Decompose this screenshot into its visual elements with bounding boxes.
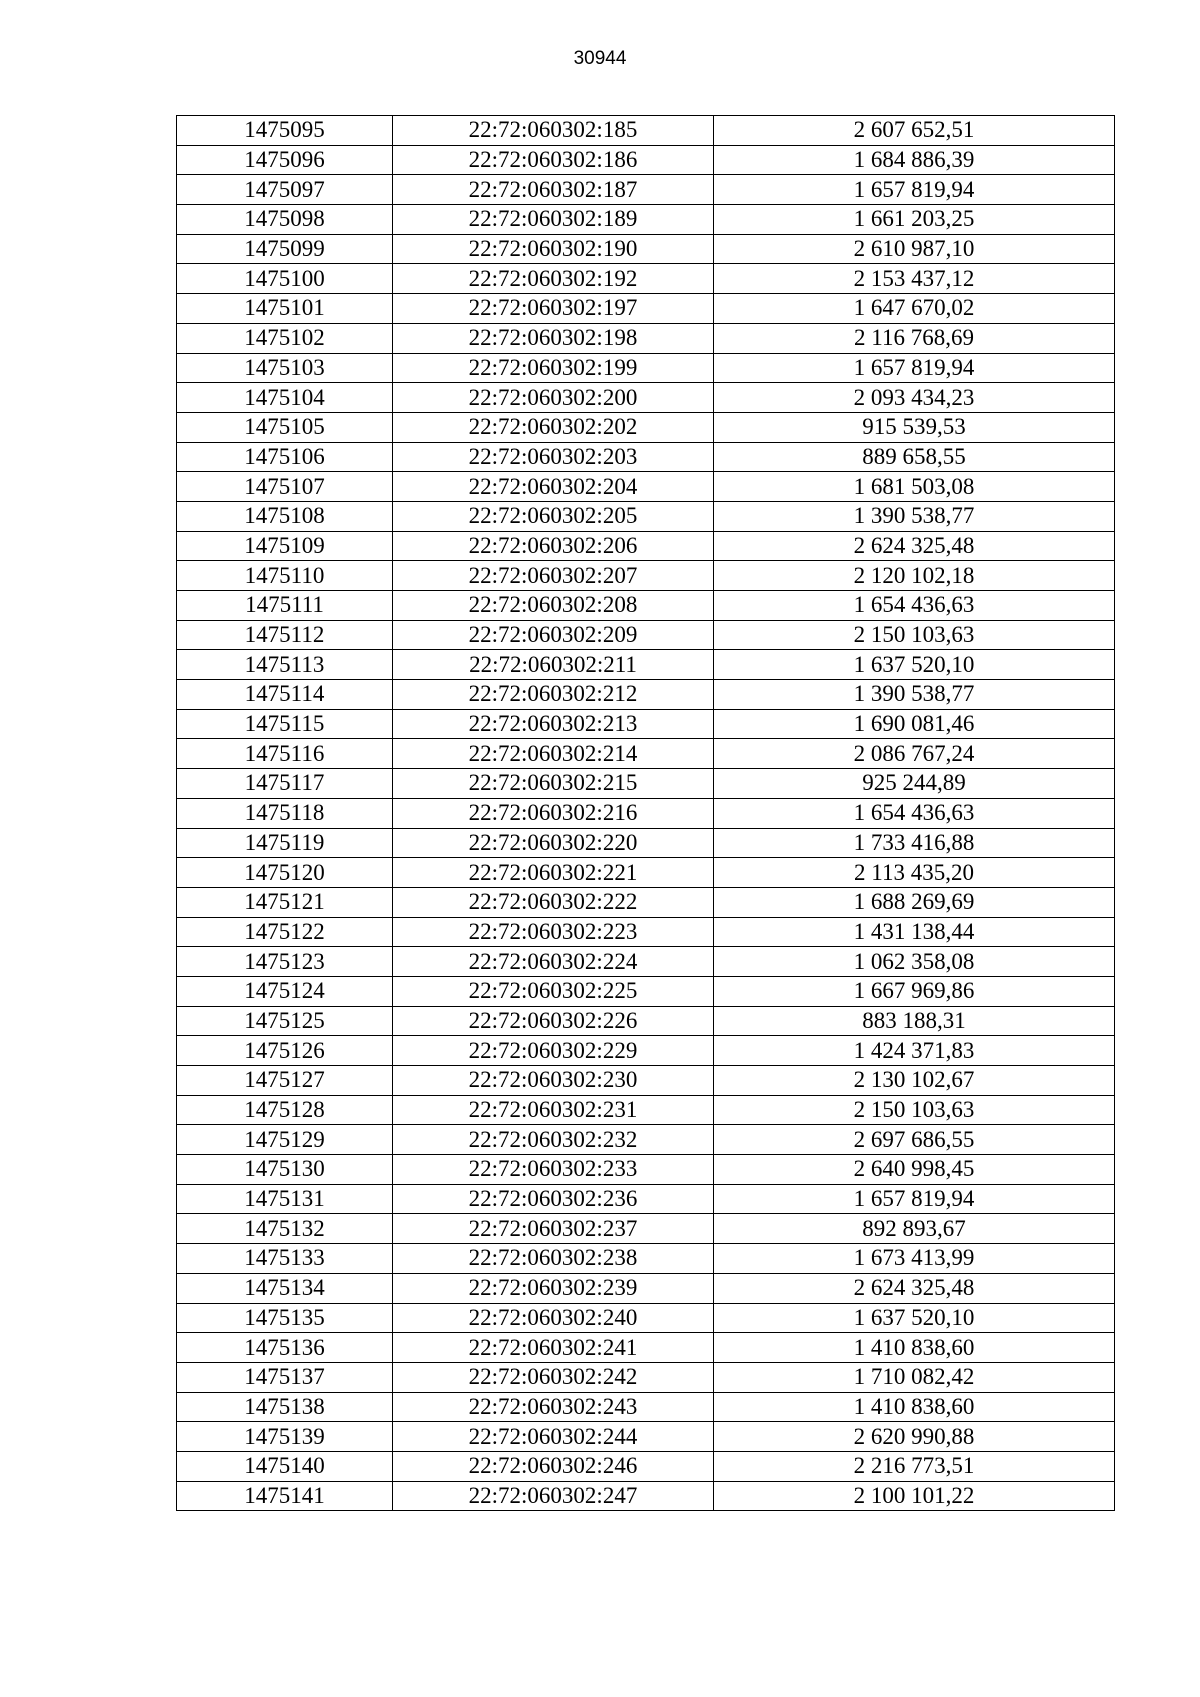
value-cell: 2 120 102,18 <box>714 561 1115 591</box>
cadastral-number-cell: 22:72:060302:211 <box>393 650 714 680</box>
cadastral-number-cell: 22:72:060302:203 <box>393 442 714 472</box>
table-row <box>177 1362 1115 1392</box>
value-cell: 1 690 081,46 <box>714 709 1115 739</box>
table-row <box>177 1244 1115 1274</box>
table-row <box>177 709 1115 739</box>
row-number-cell: 1475118 <box>177 798 393 828</box>
table-row <box>177 116 1115 146</box>
row-number-cell: 1475132 <box>177 1214 393 1244</box>
table-row <box>177 1095 1115 1125</box>
value-cell: 2 130 102,67 <box>714 1066 1115 1096</box>
table-row <box>177 947 1115 977</box>
row-number-cell: 1475114 <box>177 680 393 710</box>
cadastral-number-cell: 22:72:060302:209 <box>393 620 714 650</box>
table-row <box>177 561 1115 591</box>
table-row <box>177 472 1115 502</box>
cadastral-number-cell: 22:72:060302:213 <box>393 709 714 739</box>
cadastral-number-cell: 22:72:060302:199 <box>393 353 714 383</box>
table-row <box>177 353 1115 383</box>
table-row <box>177 1333 1115 1363</box>
value-cell: 2 607 652,51 <box>714 116 1115 146</box>
table-row <box>177 798 1115 828</box>
table-row <box>177 976 1115 1006</box>
table-row <box>177 234 1115 264</box>
row-number-cell: 1475126 <box>177 1036 393 1066</box>
row-number-cell: 1475124 <box>177 976 393 1006</box>
table-row <box>177 1036 1115 1066</box>
cadastral-number-cell: 22:72:060302:198 <box>393 323 714 353</box>
cadastral-number-cell: 22:72:060302:189 <box>393 205 714 235</box>
cadastral-number-cell: 22:72:060302:223 <box>393 917 714 947</box>
row-number-cell: 1475121 <box>177 887 393 917</box>
value-cell: 1 657 819,94 <box>714 175 1115 205</box>
table-row <box>177 412 1115 442</box>
value-cell: 1 673 413,99 <box>714 1244 1115 1274</box>
table-row <box>177 531 1115 561</box>
row-number-cell: 1475095 <box>177 116 393 146</box>
row-number-cell: 1475099 <box>177 234 393 264</box>
row-number-cell: 1475100 <box>177 264 393 294</box>
cadastral-number-cell: 22:72:060302:246 <box>393 1451 714 1481</box>
value-cell: 1 688 269,69 <box>714 887 1115 917</box>
value-cell: 889 658,55 <box>714 442 1115 472</box>
value-cell: 2 100 101,22 <box>714 1481 1115 1511</box>
cadastral-number-cell: 22:72:060302:200 <box>393 383 714 413</box>
row-number-cell: 1475133 <box>177 1244 393 1274</box>
table-row <box>177 1422 1115 1452</box>
cadastral-number-cell: 22:72:060302:215 <box>393 769 714 799</box>
value-cell: 2 150 103,63 <box>714 1095 1115 1125</box>
value-cell: 925 244,89 <box>714 769 1115 799</box>
row-number-cell: 1475102 <box>177 323 393 353</box>
table-row <box>177 1125 1115 1155</box>
cadastral-number-cell: 22:72:060302:185 <box>393 116 714 146</box>
row-number-cell: 1475138 <box>177 1392 393 1422</box>
cadastral-number-cell: 22:72:060302:207 <box>393 561 714 591</box>
row-number-cell: 1475096 <box>177 145 393 175</box>
table-row <box>177 1006 1115 1036</box>
value-cell: 1 390 538,77 <box>714 501 1115 531</box>
cadastral-number-cell: 22:72:060302:226 <box>393 1006 714 1036</box>
cadastral-number-cell: 22:72:060302:240 <box>393 1303 714 1333</box>
value-cell: 2 086 767,24 <box>714 739 1115 769</box>
table-row <box>177 828 1115 858</box>
cadastral-number-cell: 22:72:060302:244 <box>393 1422 714 1452</box>
table-row <box>177 769 1115 799</box>
table-row <box>177 680 1115 710</box>
row-number-cell: 1475135 <box>177 1303 393 1333</box>
table-row <box>177 1184 1115 1214</box>
value-cell: 2 624 325,48 <box>714 1273 1115 1303</box>
table-row <box>177 1273 1115 1303</box>
cadastral-number-cell: 22:72:060302:186 <box>393 145 714 175</box>
table-row <box>177 1066 1115 1096</box>
value-cell: 1 681 503,08 <box>714 472 1115 502</box>
cadastral-number-cell: 22:72:060302:206 <box>393 531 714 561</box>
row-number-cell: 1475104 <box>177 383 393 413</box>
table-row <box>177 383 1115 413</box>
cadastral-number-cell: 22:72:060302:225 <box>393 976 714 1006</box>
cadastral-number-cell: 22:72:060302:212 <box>393 680 714 710</box>
row-number-cell: 1475113 <box>177 650 393 680</box>
cadastral-number-cell: 22:72:060302:233 <box>393 1155 714 1185</box>
table-row <box>177 323 1115 353</box>
cadastral-number-cell: 22:72:060302:204 <box>393 472 714 502</box>
table-row <box>177 205 1115 235</box>
value-cell: 1 390 538,77 <box>714 680 1115 710</box>
value-cell: 892 893,67 <box>714 1214 1115 1244</box>
cadastral-number-cell: 22:72:060302:192 <box>393 264 714 294</box>
value-cell: 1 657 819,94 <box>714 353 1115 383</box>
value-cell: 1 684 886,39 <box>714 145 1115 175</box>
cadastral-number-cell: 22:72:060302:243 <box>393 1392 714 1422</box>
row-number-cell: 1475111 <box>177 591 393 621</box>
value-cell: 2 113 435,20 <box>714 858 1115 888</box>
cadastral-number-cell: 22:72:060302:224 <box>393 947 714 977</box>
table-row <box>177 501 1115 531</box>
cadastral-number-cell: 22:72:060302:197 <box>393 294 714 324</box>
cadastral-number-cell: 22:72:060302:229 <box>393 1036 714 1066</box>
cadastral-number-cell: 22:72:060302:239 <box>393 1273 714 1303</box>
value-cell: 883 188,31 <box>714 1006 1115 1036</box>
cadastral-number-cell: 22:72:060302:230 <box>393 1066 714 1096</box>
value-cell: 2 153 437,12 <box>714 264 1115 294</box>
table-row <box>177 739 1115 769</box>
cadastral-number-cell: 22:72:060302:190 <box>393 234 714 264</box>
registry-table-body <box>177 116 1115 1511</box>
row-number-cell: 1475115 <box>177 709 393 739</box>
cadastral-number-cell: 22:72:060302:216 <box>393 798 714 828</box>
row-number-cell: 1475139 <box>177 1422 393 1452</box>
table-row <box>177 620 1115 650</box>
cadastral-number-cell: 22:72:060302:221 <box>393 858 714 888</box>
registry-table <box>176 115 1115 1511</box>
table-row <box>177 1451 1115 1481</box>
cadastral-number-cell: 22:72:060302:222 <box>393 887 714 917</box>
value-cell: 2 216 773,51 <box>714 1451 1115 1481</box>
row-number-cell: 1475103 <box>177 353 393 383</box>
value-cell: 1 667 969,86 <box>714 976 1115 1006</box>
table-row <box>177 1303 1115 1333</box>
table-row <box>177 887 1115 917</box>
table-row <box>177 1392 1115 1422</box>
value-cell: 1 654 436,63 <box>714 798 1115 828</box>
row-number-cell: 1475119 <box>177 828 393 858</box>
row-number-cell: 1475129 <box>177 1125 393 1155</box>
value-cell: 2 697 686,55 <box>714 1125 1115 1155</box>
value-cell: 1 733 416,88 <box>714 828 1115 858</box>
cadastral-number-cell: 22:72:060302:236 <box>393 1184 714 1214</box>
table-row <box>177 858 1115 888</box>
page-number: 30944 <box>573 48 627 69</box>
cadastral-number-cell: 22:72:060302:187 <box>393 175 714 205</box>
table-row <box>177 294 1115 324</box>
row-number-cell: 1475097 <box>177 175 393 205</box>
row-number-cell: 1475098 <box>177 205 393 235</box>
row-number-cell: 1475122 <box>177 917 393 947</box>
table-row <box>177 591 1115 621</box>
cadastral-number-cell: 22:72:060302:247 <box>393 1481 714 1511</box>
value-cell: 1 647 670,02 <box>714 294 1115 324</box>
row-number-cell: 1475120 <box>177 858 393 888</box>
cadastral-number-cell: 22:72:060302:238 <box>393 1244 714 1274</box>
value-cell: 2 624 325,48 <box>714 531 1115 561</box>
row-number-cell: 1475109 <box>177 531 393 561</box>
row-number-cell: 1475116 <box>177 739 393 769</box>
value-cell: 1 661 203,25 <box>714 205 1115 235</box>
cadastral-number-cell: 22:72:060302:237 <box>393 1214 714 1244</box>
value-cell: 1 431 138,44 <box>714 917 1115 947</box>
cadastral-number-cell: 22:72:060302:232 <box>393 1125 714 1155</box>
row-number-cell: 1475101 <box>177 294 393 324</box>
row-number-cell: 1475112 <box>177 620 393 650</box>
row-number-cell: 1475136 <box>177 1333 393 1363</box>
table-row <box>177 442 1115 472</box>
cadastral-number-cell: 22:72:060302:220 <box>393 828 714 858</box>
value-cell: 1 424 371,83 <box>714 1036 1115 1066</box>
table-row <box>177 175 1115 205</box>
table-row <box>177 264 1115 294</box>
row-number-cell: 1475106 <box>177 442 393 472</box>
value-cell: 1 710 082,42 <box>714 1362 1115 1392</box>
cadastral-number-cell: 22:72:060302:241 <box>393 1333 714 1363</box>
value-cell: 1 410 838,60 <box>714 1392 1115 1422</box>
value-cell: 1 637 520,10 <box>714 1303 1115 1333</box>
table-row <box>177 1214 1115 1244</box>
value-cell: 2 620 990,88 <box>714 1422 1115 1452</box>
value-cell: 2 116 768,69 <box>714 323 1115 353</box>
cadastral-number-cell: 22:72:060302:202 <box>393 412 714 442</box>
row-number-cell: 1475105 <box>177 412 393 442</box>
row-number-cell: 1475127 <box>177 1066 393 1096</box>
cadastral-number-cell: 22:72:060302:242 <box>393 1362 714 1392</box>
value-cell: 2 093 434,23 <box>714 383 1115 413</box>
value-cell: 1 657 819,94 <box>714 1184 1115 1214</box>
row-number-cell: 1475123 <box>177 947 393 977</box>
row-number-cell: 1475131 <box>177 1184 393 1214</box>
table-row <box>177 1155 1115 1185</box>
value-cell: 1 654 436,63 <box>714 591 1115 621</box>
value-cell: 1 637 520,10 <box>714 650 1115 680</box>
value-cell: 915 539,53 <box>714 412 1115 442</box>
table-row <box>177 650 1115 680</box>
cadastral-number-cell: 22:72:060302:214 <box>393 739 714 769</box>
row-number-cell: 1475130 <box>177 1155 393 1185</box>
value-cell: 1 062 358,08 <box>714 947 1115 977</box>
row-number-cell: 1475107 <box>177 472 393 502</box>
value-cell: 1 410 838,60 <box>714 1333 1115 1363</box>
table-row <box>177 145 1115 175</box>
row-number-cell: 1475140 <box>177 1451 393 1481</box>
row-number-cell: 1475125 <box>177 1006 393 1036</box>
row-number-cell: 1475141 <box>177 1481 393 1511</box>
cadastral-number-cell: 22:72:060302:205 <box>393 501 714 531</box>
value-cell: 2 150 103,63 <box>714 620 1115 650</box>
row-number-cell: 1475128 <box>177 1095 393 1125</box>
value-cell: 2 610 987,10 <box>714 234 1115 264</box>
table-row <box>177 1481 1115 1511</box>
row-number-cell: 1475110 <box>177 561 393 591</box>
row-number-cell: 1475108 <box>177 501 393 531</box>
table-row <box>177 917 1115 947</box>
row-number-cell: 1475117 <box>177 769 393 799</box>
row-number-cell: 1475134 <box>177 1273 393 1303</box>
cadastral-number-cell: 22:72:060302:208 <box>393 591 714 621</box>
value-cell: 2 640 998,45 <box>714 1155 1115 1185</box>
registry-table-container <box>176 115 1115 1511</box>
cadastral-number-cell: 22:72:060302:231 <box>393 1095 714 1125</box>
row-number-cell: 1475137 <box>177 1362 393 1392</box>
